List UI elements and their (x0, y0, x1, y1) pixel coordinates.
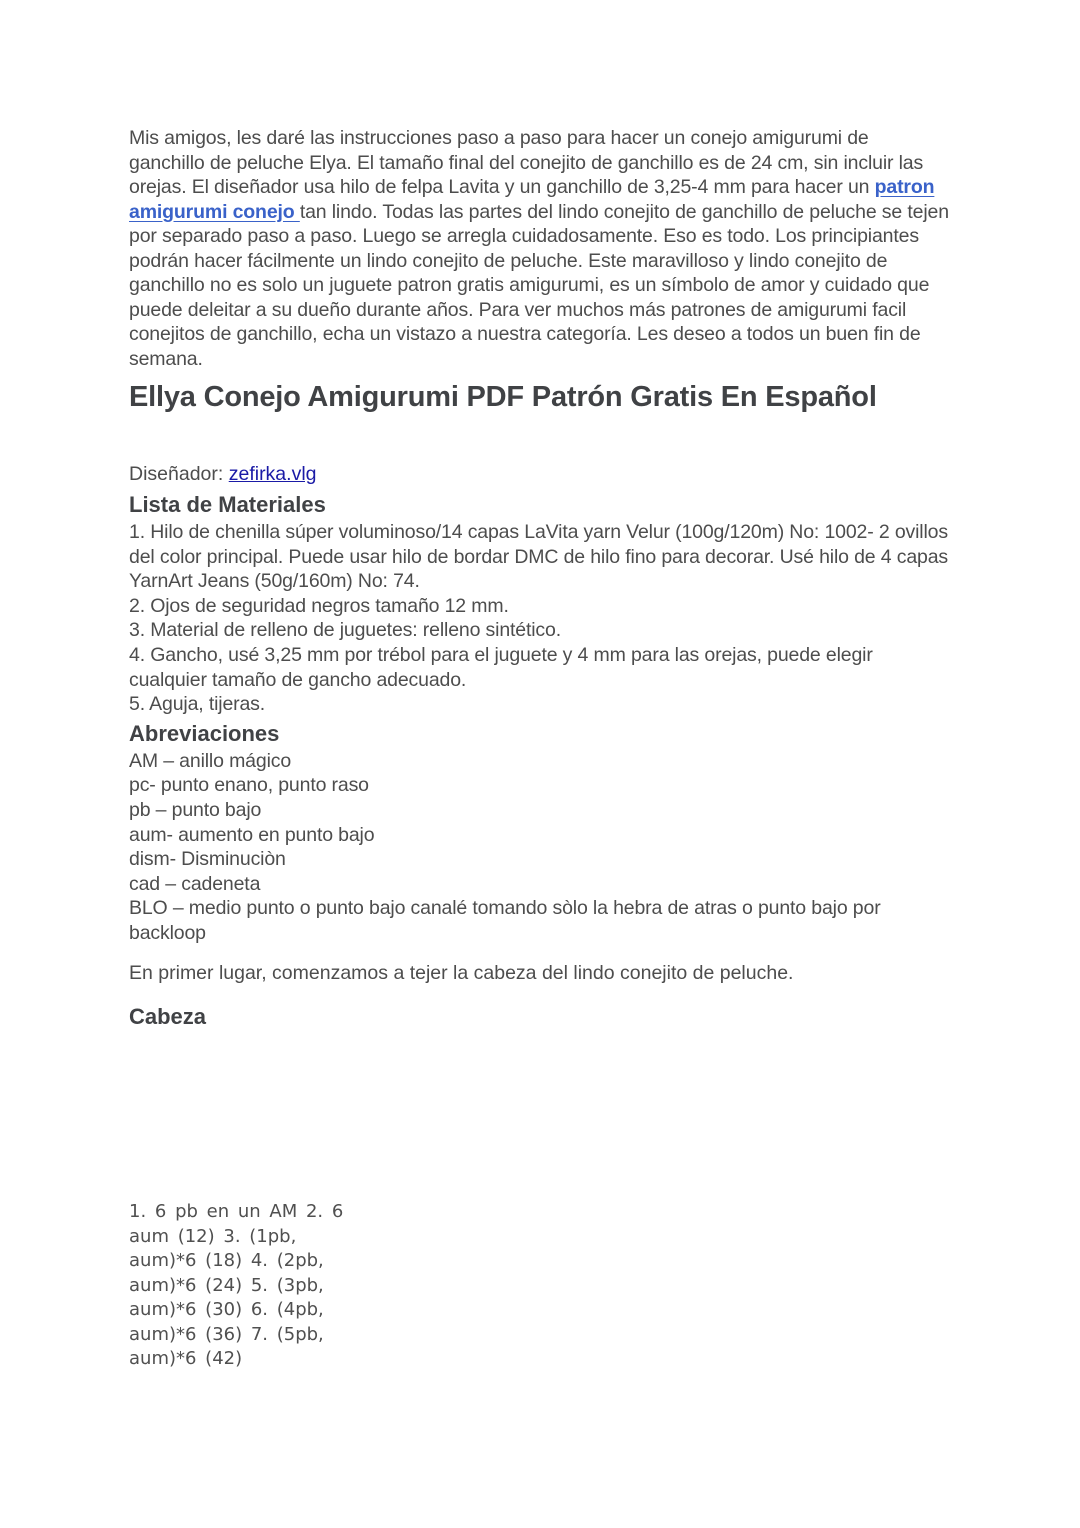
designer-line (129, 461, 949, 487)
patron-amigurumi-link[interactable]: patron amigurumi conejo (129, 176, 935, 223)
abbreviation-item: cad – cadeneta (129, 872, 261, 895)
abbreviations-list (129, 749, 949, 946)
designer-link[interactable]: zefirka.vlg (228, 463, 317, 485)
abbreviation-item: dism- Disminuciòn (129, 848, 286, 871)
start-paragraph: En primer lugar, comenzamos a tejer la cabeza del lindo conejito de peluche. (129, 961, 794, 984)
materials-item: 4. Gancho, usé 3,25 mm por trébol para el juguete y 4 mm para las orejas, puede elegir cualquier tamaño de gancho adecuado. (129, 643, 873, 691)
materials-list (129, 520, 949, 717)
materials-item: 5. Aguja, tijeras. (129, 693, 266, 716)
abbreviation-item: aum- aumento en punto bajo (129, 823, 375, 846)
materials-item: 3. Material de relleno de juguetes: relleno sintético. (129, 619, 561, 642)
intro-text-after: tan lindo. Todas las partes del lindo conejito de ganchillo de peluche se tejen por separado paso a paso. Luego se arregla cuidadosamente. Eso es todo. Los principiantes podrán hacer fácilmente un lindo conejito de peluche. Este maravilloso y lindo conejito de ganchillo no es solo un juguete patron gratis amigurumi, es un símbolo de amor y cuidado que puede deleitar a su dueño durante años. Para ver muchos más patrones de amigurumi facil conejitos de ganchillo, echa un vistazo a nuestra categoría. Les deseo a todos un buen fin de semana. (129, 200, 949, 370)
intro-paragraph (129, 126, 949, 371)
abbreviation-item: pb – punto bajo (129, 798, 262, 821)
abbreviation-item: BLO – medio punto o punto bajo canalé tomando sòlo la hebra de atras o punto bajo por backloop (129, 897, 881, 944)
materials-item: 1. Hilo de chenilla súper voluminoso/14 capas LaVita yarn Velur (100g/120m) No: 1002- 2 ovillos del color principal. Puede usar hilo de bordar DMC de hilo fino para decorar. Usé hilo de 4 capas YarnArt Jeans (50g/160m) No: 74. (129, 521, 949, 593)
materials-item: 2. Ojos de seguridad negros tamaño 12 mm. (129, 594, 509, 617)
head-section-heading: Cabeza (129, 1003, 207, 1029)
head-pattern-text: 1. 6 pb en un AM 2. 6 aum (12) 3. (1pb, aum)*6 (18) 4. (2pb, aum)*6 (24) 5. (3pb, aum)*6 (30) 6. (4pb, aum)*6 (36) 7. (5pb, aum)*6 (42) (129, 1201, 344, 1369)
designer-label: Diseñador: (129, 463, 229, 485)
abbreviation-item: pc- punto enano, punto raso (129, 774, 369, 797)
abbreviation-item: AM – anillo mágico (129, 749, 292, 772)
abbreviations-heading: Abreviaciones (129, 720, 280, 746)
page-title: Ellya Conejo Amigurumi PDF Patrón Gratis En Español (129, 381, 877, 413)
materials-heading: Lista de Materiales (129, 492, 326, 517)
intro-text-before: Mis amigos, les daré las instrucciones paso a paso para hacer un conejo amigurumi de ganchillo de peluche Elya. El tamaño final del conejito de ganchillo es de 24 cm, sin incluir las orejas. El diseñador usa hilo de felpa Lavita y un ganchillo de 3,25-4 mm para hacer un (129, 127, 924, 198)
document-page (129, 126, 949, 1032)
